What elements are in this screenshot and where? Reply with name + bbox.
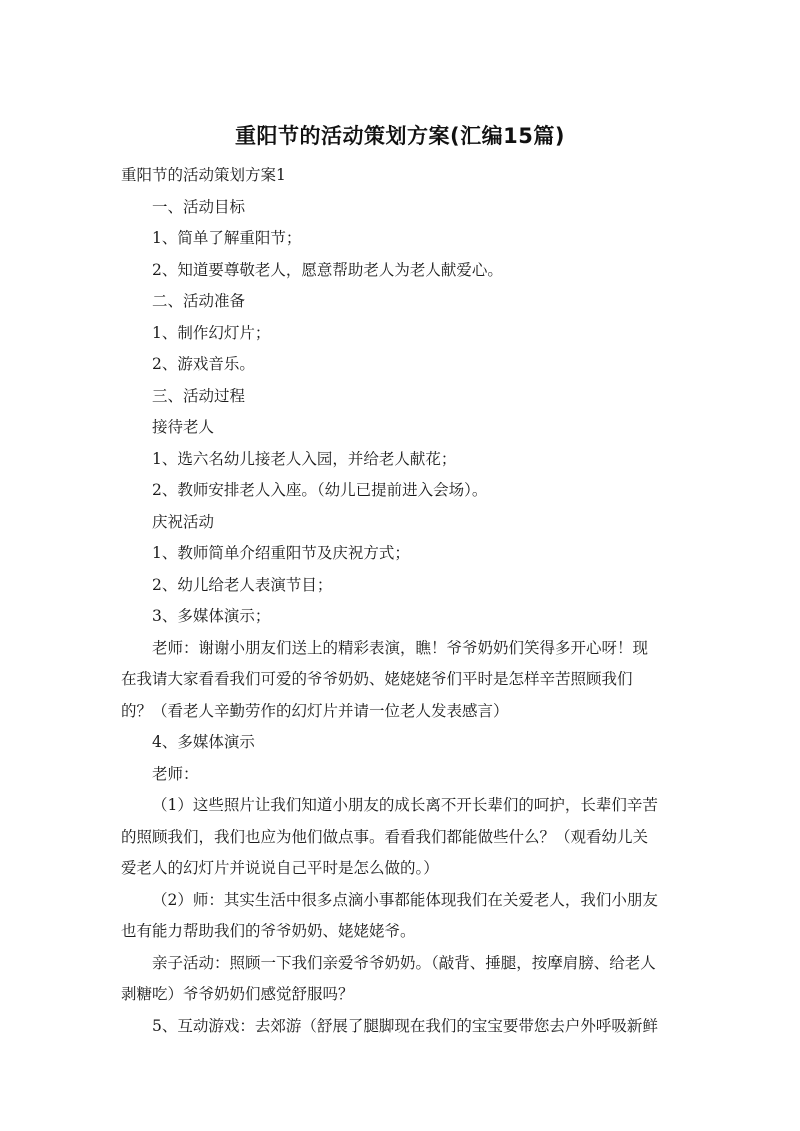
list-item: 1、简单了解重阳节；: [152, 229, 302, 247]
list-item: 2、幼儿给老人表演节目；: [152, 575, 333, 594]
subheading-celebration: 庆祝活动: [152, 512, 215, 531]
list-item: 1、选六名幼儿接老人入园，并给老人献花；: [152, 449, 457, 468]
heading-preparation: 二、活动准备: [152, 292, 246, 310]
paragraph-teacher-care: [121, 885, 681, 948]
paragraph-parent-child-activity: [121, 948, 681, 1011]
paragraph-line: 爱老人的幻灯片并说说自己平时是怎么做的。）: [121, 859, 439, 877]
paragraph-line: 的照顾我们，我们也应为他们做点事。看看我们都能做些什么？（观看幼儿关: [121, 827, 649, 846]
paragraph-line: （2）师：其实生活中很多点滴小事都能体现我们在关爱老人，我们小朋友: [152, 890, 658, 909]
list-item: 2、知道要尊敬老人，愿意帮助老人为老人献爱心。: [152, 260, 503, 279]
paragraph-line: （1）这些照片让我们知道小朋友的成长离不开长辈们的呵护，长辈们辛苦: [152, 796, 658, 814]
list-item: 3、多媒体演示；: [152, 607, 271, 625]
list-item: 1、制作幻灯片；: [152, 323, 271, 342]
heading-process: 三、活动过程: [152, 386, 246, 405]
paragraph-photos: [121, 790, 681, 885]
subheading-receive-elders: 接待老人: [152, 418, 215, 436]
list-item: 4、多媒体演示: [152, 733, 255, 751]
paragraph-teacher-speech: [121, 633, 681, 728]
paragraph-line: 5、互动游戏：去郊游（舒展了腿脚现在我们的宝宝要带您去户外呼吸新鲜: [152, 1016, 658, 1035]
paragraph-line: 老师：谢谢小朋友们送上的精彩表演，瞧！爷爷奶奶们笑得多开心呀！现: [152, 638, 649, 657]
list-item: 2、教师安排老人入座。（幼儿已提前进入会场）。: [152, 481, 488, 499]
paragraph-line: 剥糖吃）爷爷奶奶们感觉舒服吗？: [121, 985, 354, 1003]
paragraph-line: 的？（看老人辛勤劳作的幻灯片并请一位老人发表感言）: [121, 701, 509, 720]
paragraph-line: 也有能力帮助我们的爷爷奶奶、姥姥姥爷。: [121, 922, 416, 940]
paragraph-interactive-game: [121, 1011, 681, 1043]
document-body: [121, 160, 681, 1042]
list-item: 1、教师简单介绍重阳节及庆祝方式；: [152, 544, 410, 562]
list-item: 2、游戏音乐。: [152, 355, 255, 373]
teacher-label: 老师：: [152, 764, 199, 783]
document-title: 重阳节的活动策划方案(汇编15篇): [235, 124, 565, 148]
heading-goals: 一、活动目标: [152, 197, 246, 216]
paragraph-line: 亲子活动：照顾一下我们亲爱爷爷奶奶。（敲背、捶腿，按摩肩膀、给老人: [152, 953, 656, 972]
paragraph-line: 在我请大家看看我们可爱的爷爷奶奶、姥姥姥爷们平时是怎样辛苦照顾我们: [121, 670, 633, 688]
section-subtitle: 重阳节的活动策划方案1: [121, 166, 286, 184]
